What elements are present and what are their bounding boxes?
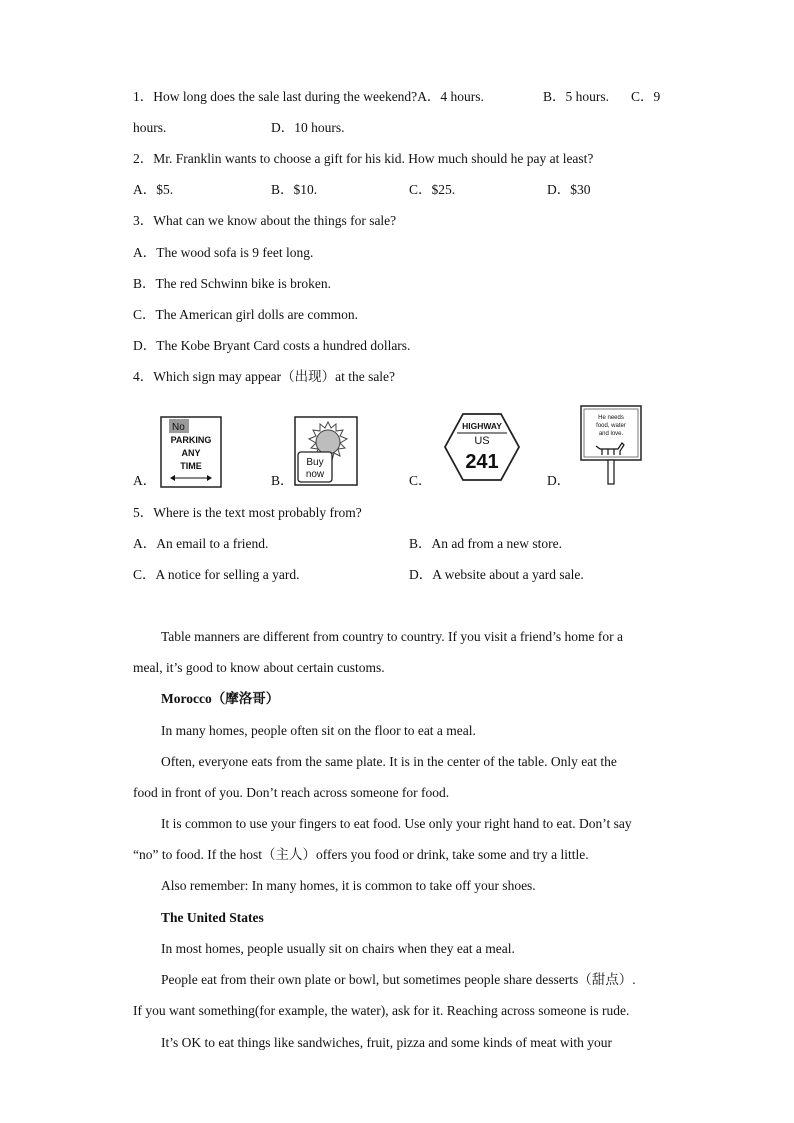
- svg-text:and love.: and love.: [598, 431, 624, 437]
- us-heading: The United States: [161, 910, 264, 925]
- passage-intro-line-2: meal, it’s good to know about certain customs.: [133, 660, 385, 675]
- q1-option-c: C．9: [631, 89, 661, 104]
- morocco-paragraph-1: In many homes, people often sit on the floor to eat a meal.: [161, 723, 476, 738]
- q4-stem: 4．Which sign may appear（出现）at the sale?: [133, 369, 396, 384]
- us-paragraph-3: It’s OK to eat things like sandwiches, fruit, pizza and some kinds of meat with your: [161, 1035, 613, 1050]
- svg-text:US: US: [474, 435, 490, 447]
- q3-option-d: D．The Kobe Bryant Card costs a hundred dollars.: [133, 338, 411, 353]
- svg-text:ANY: ANY: [181, 448, 201, 458]
- q4-option-a: A．: [133, 473, 157, 488]
- us-paragraph-2-line-1: People eat from their own plate or bowl, but sometimes people share desserts（甜点）.: [161, 972, 636, 987]
- q5-option-b: B．An ad from a new store.: [409, 536, 562, 551]
- dog-notice-sign-image: [580, 405, 642, 485]
- q5-stem: 5．Where is the text most probably from?: [133, 505, 362, 520]
- q3-option-b: B．The red Schwinn bike is broken.: [133, 276, 331, 291]
- q3-stem: 3．What can we know about the things for sale?: [133, 213, 397, 228]
- morocco-paragraph-4: Also remember: In many homes, it is common to take off your shoes.: [161, 878, 536, 893]
- q2-option-a: A．$5.: [133, 182, 174, 197]
- q3-option-c: C．The American girl dolls are common.: [133, 307, 358, 322]
- q4-option-d: D．: [547, 473, 571, 488]
- svg-text:now: now: [305, 469, 325, 480]
- q1-option-c-cont: hours.: [133, 120, 167, 135]
- q4-option-b: B．: [271, 473, 294, 488]
- q1-stem: 1．How long does the sale last during the weekend?A．4 hours.: [133, 89, 484, 104]
- q2-option-b: B．$10.: [271, 182, 318, 197]
- passage-intro-line-1: Table manners are different from country to country. If you visit a friend’s home for a: [161, 629, 624, 644]
- q2-option-d: D．$30: [547, 182, 591, 197]
- highway-sign-image: [443, 412, 521, 482]
- morocco-paragraph-2-line-1: Often, everyone eats from the same plate. It is in the center of the table. Only eat the: [161, 754, 617, 769]
- svg-text:PARKING: PARKING: [170, 435, 212, 445]
- us-paragraph-1: In most homes, people usually sit on chairs when they eat a meal.: [161, 941, 515, 956]
- q1-option-b: B．5 hours.: [543, 89, 610, 104]
- buy-now-sign-image: [294, 416, 358, 486]
- q5-option-a: A．An email to a friend.: [133, 536, 269, 551]
- morocco-paragraph-2-line-2: food in front of you. Don’t reach across someone for food.: [133, 785, 450, 800]
- morocco-paragraph-3-line-2: “no” to food. If the host（主人）offers you food or drink, take some and try a little.: [133, 847, 589, 862]
- no-parking-sign-image: [160, 416, 222, 488]
- q1-option-a: A．4 hours.: [417, 89, 484, 104]
- svg-text:food, water: food, water: [596, 423, 626, 429]
- svg-text:No: No: [172, 422, 185, 433]
- morocco-paragraph-3-line-1: It is common to use your fingers to eat food. Use only your right hand to eat. Don’t say: [161, 816, 632, 831]
- us-paragraph-2-line-2: If you want something(for example, the water), ask for it. Reaching across someone is rude.: [133, 1003, 630, 1018]
- q2-stem: 2．Mr. Franklin wants to choose a gift for his kid. How much should he pay at least?: [133, 151, 594, 166]
- q5-option-d: D．A website about a yard sale.: [409, 567, 584, 582]
- svg-text:TIME: TIME: [180, 461, 202, 471]
- morocco-heading: Morocco（摩洛哥）: [161, 691, 280, 706]
- q1-option-d: D．10 hours.: [271, 120, 345, 135]
- svg-text:He needs: He needs: [598, 415, 624, 421]
- q2-option-c: C．$25.: [409, 182, 456, 197]
- svg-text:HIGHWAY: HIGHWAY: [462, 421, 502, 431]
- svg-text:Buy: Buy: [306, 457, 324, 468]
- q4-option-c: C．: [409, 473, 432, 488]
- q5-option-c: C．A notice for selling a yard.: [133, 567, 300, 582]
- q3-option-a: A．The wood sofa is 9 feet long.: [133, 245, 314, 260]
- svg-text:241: 241: [465, 451, 499, 473]
